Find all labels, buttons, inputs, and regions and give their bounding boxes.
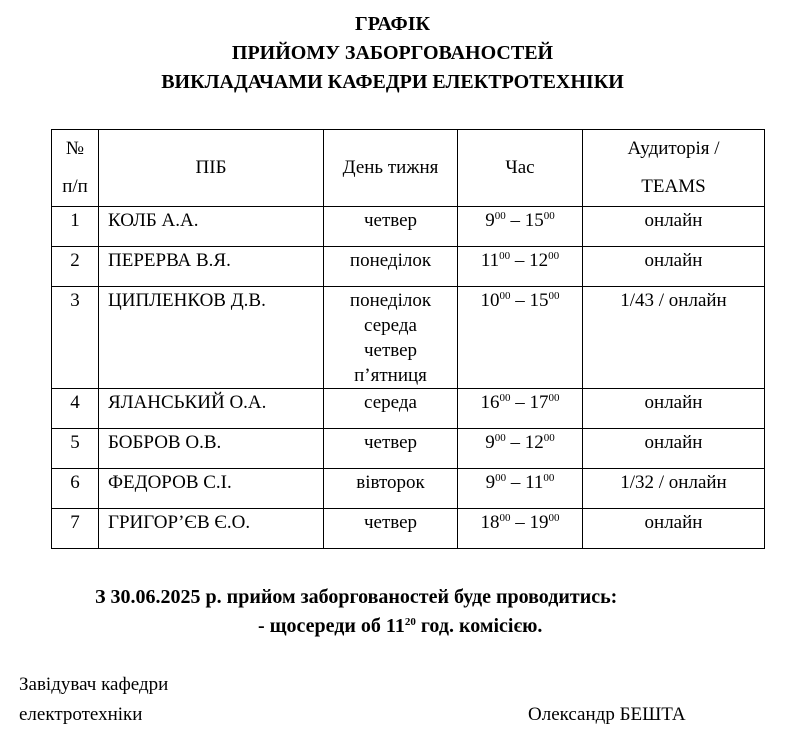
row-time-end-hour: 12 — [529, 250, 549, 271]
row-room — [583, 469, 765, 509]
row-name-text: ЦИПЛЕНКОВ Д.В. — [108, 290, 266, 311]
row-time-start-hour: 9 — [485, 472, 496, 493]
row-name-text: ГРИГОР’ЄВ Є.О. — [108, 512, 251, 533]
row-room — [583, 509, 765, 549]
row-time-end-hour: 15 — [524, 210, 544, 231]
title-line-1: ГРАФІК — [354, 13, 431, 35]
row-name — [99, 509, 324, 549]
header-number-line2: п/п — [62, 176, 88, 197]
row-time — [458, 469, 583, 509]
row-time-end-minutes: 00 — [548, 392, 560, 404]
row-days-list — [324, 247, 457, 273]
row-name — [99, 247, 324, 287]
row-time-start-minutes: 00 — [495, 472, 507, 484]
row-number-text: 5 — [70, 432, 80, 453]
row-time-separator: – — [510, 250, 530, 271]
row-days-list — [324, 207, 457, 233]
title-line-3: ВИКЛАДАЧАМИ КАФЕДРИ ЕЛЕКТРОТЕХНІКИ — [161, 71, 624, 93]
row-time-start-minutes: 00 — [499, 512, 511, 524]
row-days-list — [324, 509, 457, 535]
row-name-text: ПЕРЕРВА В.Я. — [108, 250, 231, 271]
row-time-end-hour: 15 — [529, 290, 549, 311]
row-number-text: 3 — [70, 290, 80, 311]
signature-position-line1: Завідувач кафедри — [19, 674, 169, 695]
row-time-start-hour: 9 — [485, 432, 495, 453]
row-name — [99, 429, 324, 469]
signature-name: Олександр БЕШТА — [528, 704, 686, 725]
row-time-start-hour: 18 — [480, 512, 500, 533]
row-time-start-hour: 11 — [480, 250, 500, 271]
row-room-text: 1/43 / онлайн — [620, 290, 727, 311]
row-room — [583, 429, 765, 469]
row-number — [52, 389, 99, 429]
row-time-end-minutes: 00 — [548, 512, 560, 524]
row-day: четвер — [363, 210, 418, 231]
title-line-2: ПРИЙОМУ ЗАБОРГОВАНОСТЕЙ — [231, 42, 554, 64]
row-days — [324, 207, 458, 247]
row-time-start-minutes: 00 — [494, 432, 506, 444]
row-days — [324, 469, 458, 509]
row-room — [583, 207, 765, 247]
row-time-end-hour: 19 — [529, 512, 549, 533]
row-day: четвер — [363, 432, 418, 453]
table-row — [52, 429, 765, 469]
row-time-start-hour: 10 — [480, 290, 500, 311]
row-day: п’ятниця — [354, 365, 427, 386]
document-title — [0, 10, 785, 97]
header-number-line1: № — [65, 138, 85, 159]
row-time-end-minutes: 00 — [543, 472, 555, 484]
row-name-text: ФЕДОРОВ С.І. — [108, 472, 232, 493]
row-time-separator: – — [505, 210, 525, 231]
row-days — [324, 389, 458, 429]
header-room — [583, 130, 765, 207]
row-time-end-minutes: 00 — [548, 250, 560, 262]
row-number — [52, 509, 99, 549]
row-time-start-hour: 9 — [485, 210, 495, 231]
row-room-text: онлайн — [644, 432, 703, 453]
row-number-text: 7 — [70, 512, 80, 533]
row-name — [99, 287, 324, 389]
row-time-separator: – — [510, 290, 530, 311]
note-line-2-text: - щосереди об 11 — [258, 615, 405, 637]
row-time-separator: – — [505, 432, 525, 453]
table-row — [52, 207, 765, 247]
row-room — [583, 247, 765, 287]
row-day: вівторок — [356, 472, 425, 493]
table-row — [52, 389, 765, 429]
row-name — [99, 389, 324, 429]
row-number — [52, 429, 99, 469]
row-days — [324, 509, 458, 549]
row-day: понеділок — [349, 250, 432, 271]
row-time-separator: – — [506, 472, 526, 493]
row-time — [458, 429, 583, 469]
row-time-separator: – — [510, 512, 530, 533]
row-day: четвер — [363, 340, 418, 361]
row-number-text: 1 — [70, 210, 80, 231]
row-time-start-minutes: 00 — [499, 250, 511, 262]
table-row — [52, 287, 765, 389]
row-time-separator: – — [510, 392, 530, 413]
row-days-list — [324, 389, 457, 415]
row-time-range — [458, 207, 582, 234]
row-number-text: 6 — [70, 472, 80, 493]
table-row — [52, 469, 765, 509]
row-number — [52, 287, 99, 389]
row-time-range — [458, 247, 582, 274]
row-name-text: ЯЛАНСЬКИЙ О.А. — [108, 392, 267, 413]
signature-position-line2: електротехніки — [19, 704, 143, 725]
table-header-row — [52, 130, 765, 207]
row-time-end-minutes: 00 — [543, 432, 555, 444]
row-room-text: онлайн — [644, 210, 703, 231]
row-time — [458, 287, 583, 389]
table-row — [52, 247, 765, 287]
row-time-end-minutes: 00 — [548, 290, 560, 302]
row-days — [324, 429, 458, 469]
row-time-range — [458, 469, 582, 496]
row-name-text: КОЛБ А.А. — [108, 210, 199, 231]
row-day: четвер — [363, 512, 418, 533]
row-day: середа — [364, 392, 417, 413]
row-days — [324, 247, 458, 287]
header-time: Час — [458, 130, 583, 207]
row-time-end-hour: 12 — [524, 432, 544, 453]
table-row — [52, 509, 765, 549]
row-time-end-hour: 17 — [529, 392, 549, 413]
note-line-2-suffix: год. комісією. — [415, 615, 543, 637]
row-name — [99, 207, 324, 247]
row-room-text: 1/32 / онлайн — [620, 472, 727, 493]
row-time-range — [458, 287, 582, 314]
header-room-line2: TEAMS — [641, 176, 706, 197]
row-time — [458, 389, 583, 429]
header-name: ПІБ — [99, 130, 324, 207]
row-time — [458, 247, 583, 287]
row-room-text: онлайн — [644, 250, 703, 271]
row-number-text: 4 — [70, 392, 80, 413]
row-number — [52, 247, 99, 287]
row-room — [583, 389, 765, 429]
row-time — [458, 207, 583, 247]
row-days-list — [324, 469, 457, 495]
header-number — [52, 130, 99, 207]
row-time-end-minutes: 00 — [543, 210, 555, 222]
row-time-start-minutes: 00 — [499, 392, 511, 404]
row-number — [52, 207, 99, 247]
row-time-start-minutes: 00 — [499, 290, 511, 302]
row-time-end-hour: 11 — [525, 472, 544, 493]
note-line-1: З 30.06.2025 р. прийом заборгованостей буде проводитись: — [95, 586, 618, 608]
row-room-text: онлайн — [644, 392, 703, 413]
row-time — [458, 509, 583, 549]
row-days-list — [324, 429, 457, 455]
row-number-text: 2 — [70, 250, 80, 271]
row-room — [583, 287, 765, 389]
row-number — [52, 469, 99, 509]
row-time-start-minutes: 00 — [494, 210, 506, 222]
row-day: понеділок — [349, 290, 432, 311]
row-room-text: онлайн — [644, 512, 703, 533]
row-name — [99, 469, 324, 509]
note-line-2 — [258, 615, 542, 638]
row-time-start-hour: 16 — [480, 392, 500, 413]
row-name-text: БОБРОВ О.В. — [108, 432, 222, 453]
header-day: День тижня — [324, 130, 458, 207]
note-line-2-minutes: 20 — [404, 616, 416, 628]
header-room-line1: Аудиторія / — [627, 138, 720, 159]
schedule-table — [51, 129, 765, 549]
row-days — [324, 287, 458, 389]
row-day: середа — [364, 315, 417, 336]
row-time-range — [458, 429, 582, 456]
row-time-range — [458, 509, 582, 536]
row-days-list — [324, 287, 457, 388]
row-time-range — [458, 389, 582, 416]
